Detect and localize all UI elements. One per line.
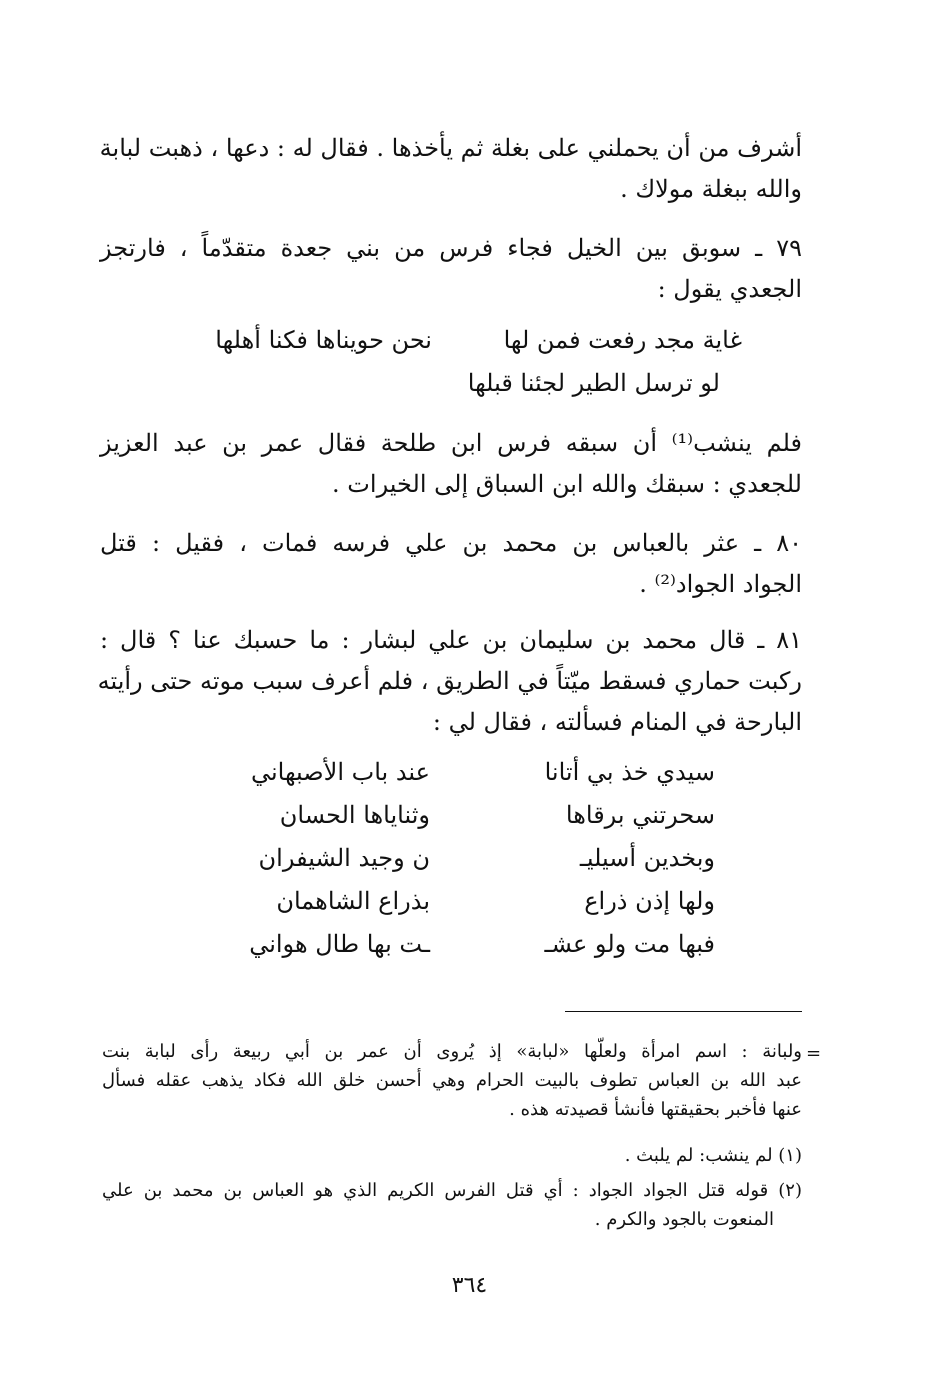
footnote-continuation-mark: =: [806, 1043, 822, 1064]
paragraph-line: أشرف من أن يحملني على بغلة ثم يأخذها . فقال له : دعها ، ذهبت لبابة: [99, 134, 802, 162]
verse-hemistich-left: وثناياها الحسان: [279, 801, 430, 829]
verse-hemistich-left: ـت بها طال هواني: [249, 930, 430, 958]
footnote-1: [102, 1141, 802, 1170]
verse-hemistich-right: سحرتني برقاها: [565, 801, 715, 829]
verse-hemistich-right: غاية مجد رفعت فمن لها: [503, 326, 742, 354]
paragraph-line: الجعدي يقول :: [657, 275, 802, 303]
verse-row: [180, 844, 720, 887]
verse-hemistich-right: وبخدين أسيليـ: [579, 844, 715, 872]
paragraph-line: ٨٠ ـ عثر بالعباس بن محمد بن علي فرسه فمات ، فقيل : قتل: [100, 529, 802, 557]
verse-hemistich-right: ولها إذن ذراع: [584, 887, 715, 915]
footnote-line: (٢) قوله قتل الجواد الجواد : أي قتل الفرس الكريم الذي هو العباس بن محمد بن علي: [102, 1180, 802, 1201]
footnote-2: [102, 1176, 802, 1234]
paragraph-line: فلم ينشب⁽¹⁾ أن سبقه فرس ابن طلحة فقال عمر بن عبد العزيز: [100, 429, 802, 457]
page-number: ٣٦٤: [451, 1273, 488, 1298]
paragraph-80: [100, 523, 802, 605]
verse-block-2: [180, 758, 720, 973]
paragraph-line: والله ببغلة مولاك .: [620, 175, 802, 203]
footnote-line: (١) لم ينشب: لم يلبث .: [624, 1145, 802, 1166]
paragraph-3: [100, 423, 802, 505]
verse-row: [150, 326, 750, 369]
paragraph-81: [97, 620, 802, 743]
verse-row: [180, 758, 720, 801]
verse-row: [180, 801, 720, 844]
paragraph-line: البارحة في المنام فسألته ، فقال لي :: [432, 708, 802, 736]
verse-hemistich-right: فبها مت ولو عشـ: [544, 930, 715, 958]
paragraph-line: للجعدي : سبقك والله ابن السباق إلى الخيرات .: [332, 470, 802, 498]
verse-hemistich-left: عند باب الأصبهاني: [250, 758, 430, 786]
paragraph-line: ٧٩ ـ سوبق بين الخيل فجاء فرس من بني جعدة متقدّماً ، فارتجز: [100, 234, 802, 262]
verse-row: [150, 369, 750, 412]
footnote-line: عنها فأخبر بحقيقتها فأنشأ قصيدته هذه .: [509, 1099, 802, 1120]
footnote-line: المنعوت بالجود والكرم .: [594, 1209, 774, 1230]
paragraph-line: ٨١ ـ قال محمد بن سليمان بن علي لبشار : ما حسبك عنا ؟ قال :: [100, 626, 802, 654]
footnote-separator: [565, 1011, 802, 1012]
footnote-line: عبد الله بن العباس تطوف بالبيت الحرام وهي أحسن خلق الله فكاد يذهب عقله فسأل: [102, 1070, 802, 1091]
verse-row: [180, 930, 720, 973]
paragraph-79: [100, 228, 802, 310]
verse-hemistich-left: ن وجيد الشيفران: [258, 844, 430, 872]
verse-row: [180, 887, 720, 930]
footnote-continuation: [102, 1037, 802, 1124]
verse-hemistich-right: سيدي خذ بي أتانا: [544, 758, 715, 786]
verse-block-1: [150, 326, 750, 412]
paragraph-1: [100, 128, 802, 210]
paragraph-line: الجواد الجواد⁽²⁾ .: [639, 570, 802, 598]
verse-hemistich-left: نحن حويناها فكنا أهلها: [215, 326, 432, 354]
footnote-line: ولبانة : اسم امرأة ولعلّها «لبابة» إذ يُروى أن عمر بن أبي ربيعة رأى لبابة بنت: [102, 1041, 802, 1062]
verse-hemistich-right: لو ترسل الطير لجئنا قبلها: [467, 369, 720, 397]
verse-hemistich-left: بذراع الشاهمان: [276, 887, 430, 915]
paragraph-line: ركبت حماري فسقط ميّتاً في الطريق ، فلم أعرف سبب موته حتى رأيته: [97, 667, 802, 695]
